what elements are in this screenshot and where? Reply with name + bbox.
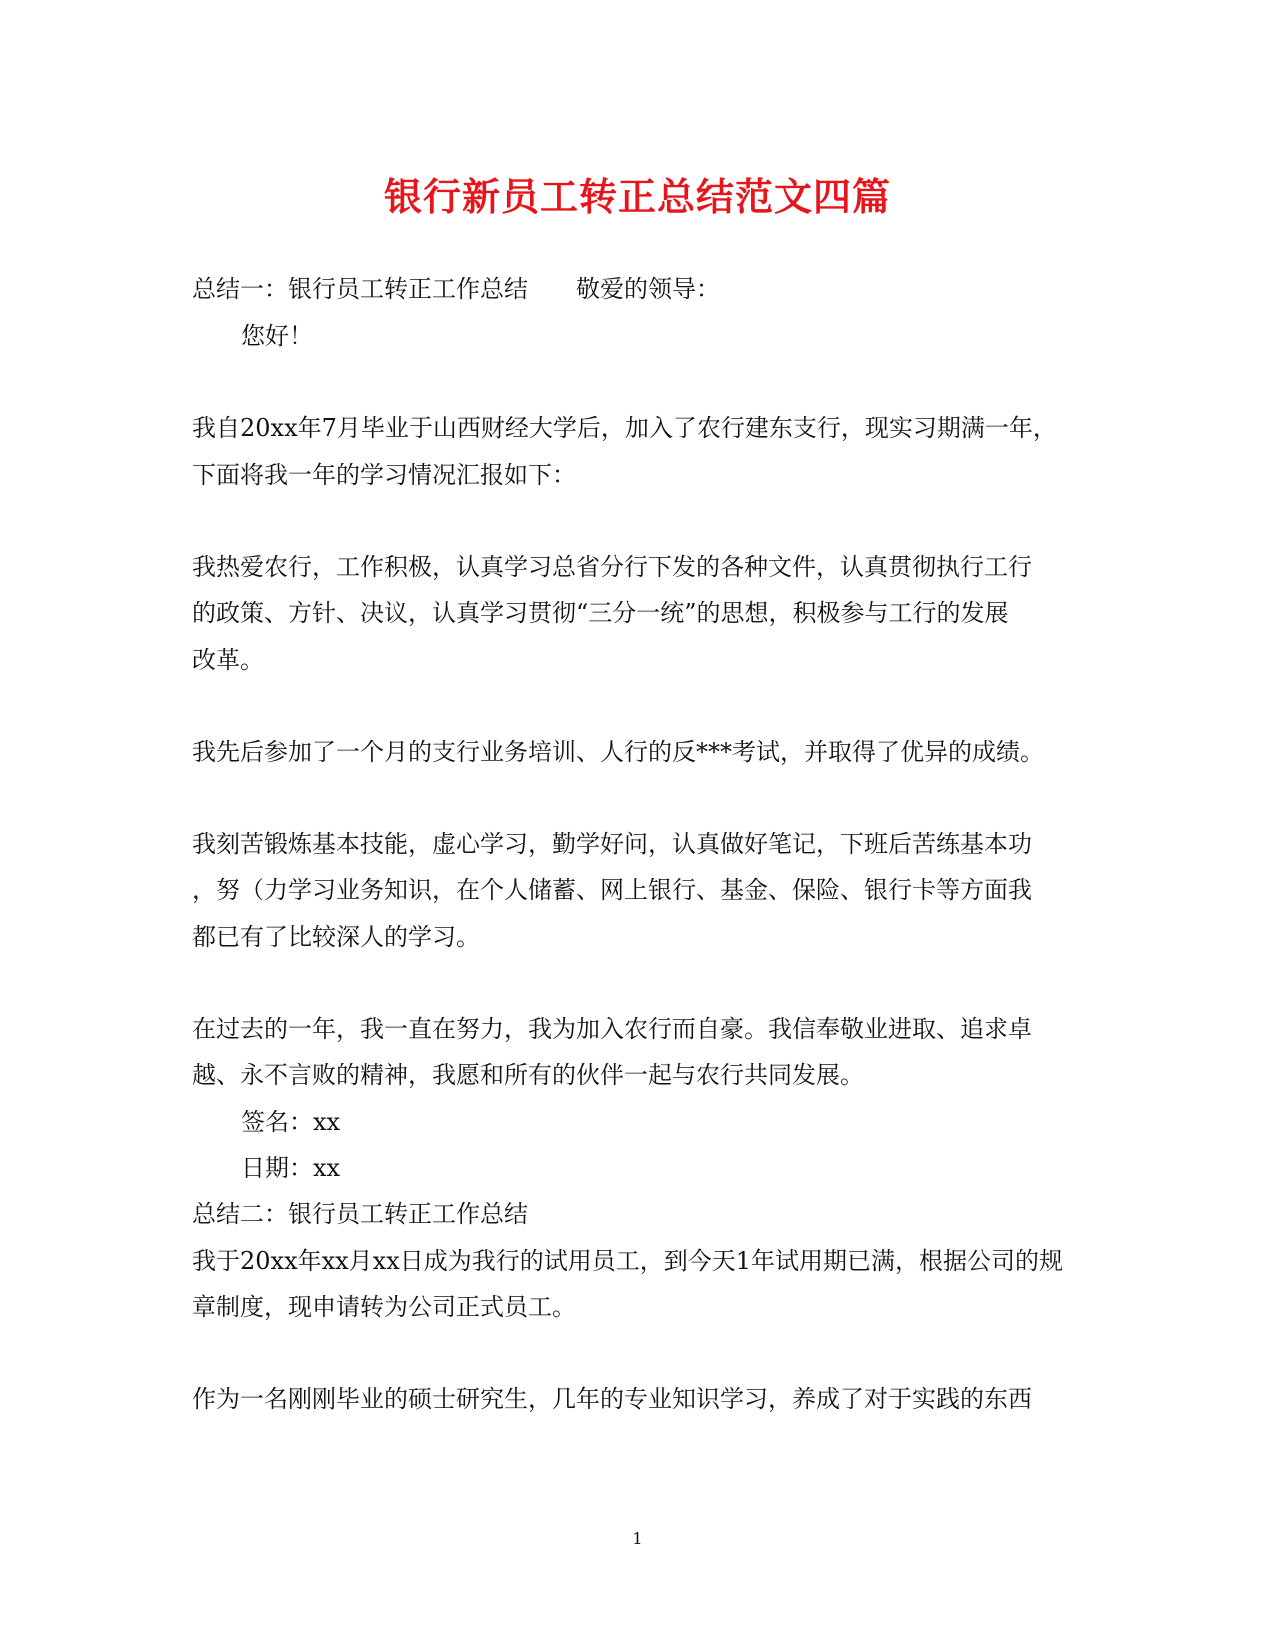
paragraph-4-line-3: 都已有了比较深人的学习。 bbox=[192, 923, 480, 951]
heading-line-1 bbox=[192, 272, 720, 306]
section-heading-2: 总结二：银行员工转正工作总结 bbox=[192, 1200, 528, 1228]
signature-line: 签名：xx bbox=[241, 1108, 341, 1136]
paragraph-2-line-2: 的政策、方针、决议，认真学习贯彻“三分一统”的思想，积极参与工行的发展 bbox=[192, 599, 1009, 627]
greeting: 您好！ bbox=[241, 322, 313, 350]
paragraph-3-line-1: 我先后参加了一个月的支行业务培训、人行的反***考试，并取得了优异的成绩。 bbox=[192, 738, 1044, 766]
paragraph-4-line-1: 我刻苦锻炼基本技能，虚心学习，勤学好问，认真做好笔记，下班后苦练基本功 bbox=[192, 830, 1032, 858]
paragraph-6-line-1: 我于20xx年xx月xx日成为我行的试用员工，到今天1年试用期已满，根据公司的规 bbox=[192, 1247, 1064, 1275]
document-title: 银行新员工转正总结范文四篇 bbox=[383, 174, 891, 219]
paragraph-1-line-2: 下面将我一年的学习情况汇报如下： bbox=[192, 461, 576, 489]
paragraph-2-line-3: 改革。 bbox=[192, 646, 264, 674]
salutation: 敬爱的领导： bbox=[576, 275, 720, 303]
page-number: 1 bbox=[632, 1529, 643, 1548]
paragraph-6-line-2: 章制度，现申请转为公司正式员工。 bbox=[192, 1293, 576, 1321]
paragraph-1-line-1: 我自20xx年7月毕业于山西财经大学后，加入了农行建东支行，现实习期满一年， bbox=[192, 414, 1057, 442]
paragraph-5-line-1: 在过去的一年，我一直在努力，我为加入农行而自豪。我信奉敬业进取、追求卓 bbox=[192, 1015, 1032, 1043]
section-heading-1: 总结一：银行员工转正工作总结 bbox=[192, 275, 528, 303]
paragraph-4-line-2: ，努（力学习业务知识，在个人储蓄、网上银行、基金、保险、银行卡等方面我 bbox=[192, 876, 1032, 904]
paragraph-5-line-2: 越、永不言败的精神，我愿和所有的伙伴一起与农行共同发展。 bbox=[192, 1061, 864, 1089]
date-line: 日期：xx bbox=[241, 1154, 341, 1182]
paragraph-7-line-1: 作为一名刚刚毕业的硕士研究生，几年的专业知识学习，养成了对于实践的东西 bbox=[192, 1385, 1032, 1413]
paragraph-2-line-1: 我热爱农行，工作积极，认真学习总省分行下发的各种文件，认真贯彻执行工行 bbox=[192, 553, 1032, 581]
